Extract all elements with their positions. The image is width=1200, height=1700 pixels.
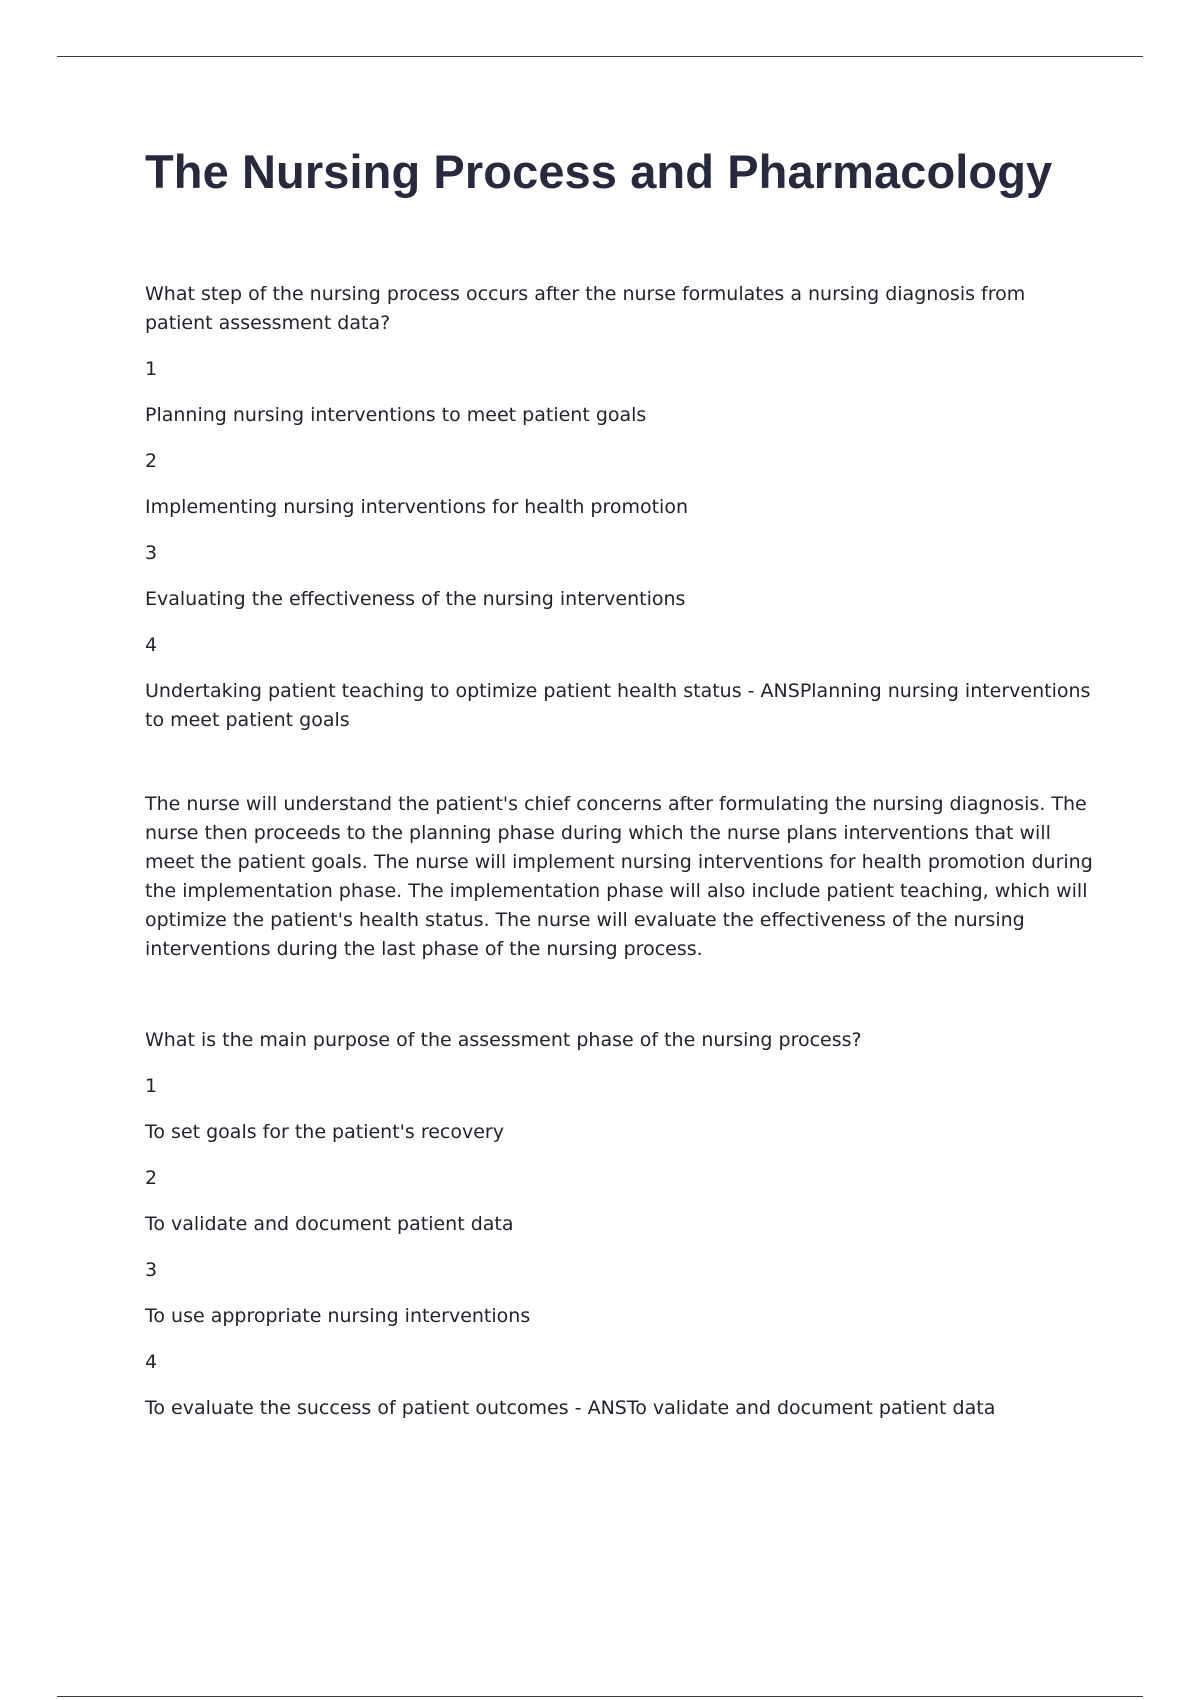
option-number: 3 <box>145 1259 158 1281</box>
footer-rule <box>57 1696 1143 1697</box>
option-number: 4 <box>145 1351 158 1373</box>
question-block-1 <box>145 280 1095 964</box>
question-prompt: What step of the nursing process occurs after the nurse formulates a nursing diagnosis from patient assessment data? <box>145 283 1026 334</box>
option-text: Implementing nursing interventions for health promotion <box>145 496 689 518</box>
page-title: The Nursing Process and Pharmacology <box>145 145 1053 198</box>
option-text: Evaluating the effectiveness of the nursing interventions <box>145 588 686 610</box>
option-number: 1 <box>145 358 158 380</box>
answer-explanation: The nurse will understand the patient's chief concerns after formulating the nursing diagnosis. The nurse then proceeds to the planning phase during which the nurse plans interventions that will meet the patient goals. The nurse will implement nursing interventions for health promotion during the implementation phase. The implementation phase will also include patient teaching, which will optimize the patient's health status. The nurse will evaluate the effectiveness of the nursing interventions during the last phase of the nursing process. <box>145 793 1093 960</box>
option-number: 2 <box>145 1167 158 1189</box>
document-body <box>145 140 1095 1423</box>
header-rule <box>57 56 1143 57</box>
option-text-with-answer: To evaluate the success of patient outcomes - ANSTo validate and document patient data <box>145 1397 996 1419</box>
option-text: To validate and document patient data <box>145 1213 514 1235</box>
option-number: 1 <box>145 1075 158 1097</box>
question-block-2 <box>145 1026 1095 1423</box>
option-text: Planning nursing interventions to meet patient goals <box>145 404 647 426</box>
option-text: To set goals for the patient's recovery <box>145 1121 504 1143</box>
option-number: 2 <box>145 450 158 472</box>
option-text-with-answer: Undertaking patient teaching to optimize patient health status - ANSPlanning nursing interventions to meet patient goals <box>145 680 1091 731</box>
option-number: 4 <box>145 634 158 656</box>
option-number: 3 <box>145 542 158 564</box>
option-text: To use appropriate nursing interventions <box>145 1305 531 1327</box>
question-prompt: What is the main purpose of the assessment phase of the nursing process? <box>145 1029 862 1051</box>
